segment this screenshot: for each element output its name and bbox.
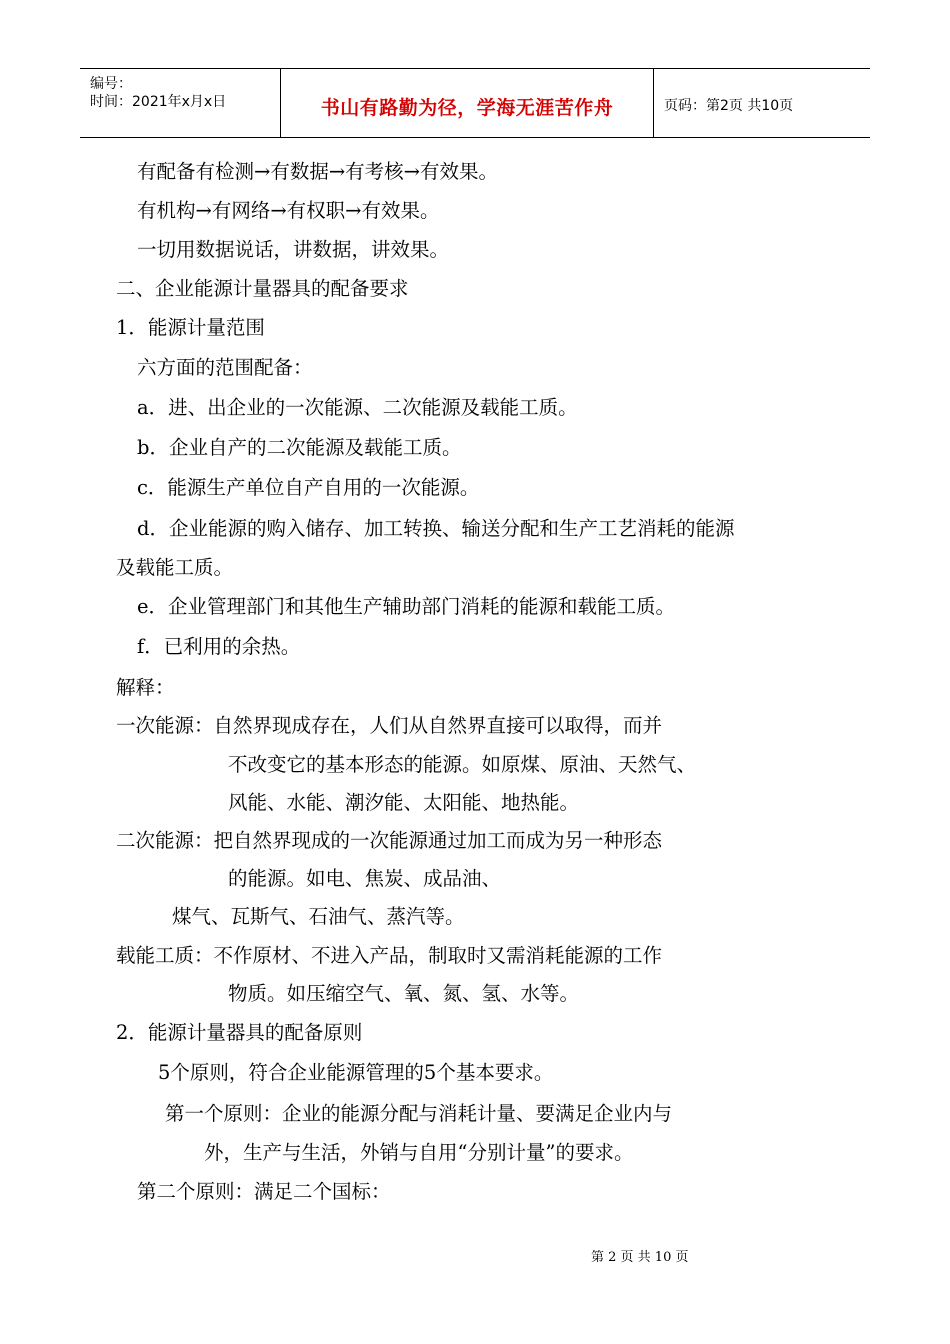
principle-line: 外，生产与生活，外销与自用“分别计量”的要求。 (204, 1141, 634, 1164)
subsection-heading: 1．能源计量范围 (116, 316, 265, 339)
definition-line: 煤气、瓦斯气、石油气、蒸汽等。 (172, 905, 465, 928)
list-item: e．企业管理部门和其他生产辅助部门消耗的能源和载能工质。 (137, 595, 676, 618)
list-item: d．企业能源的购入储存、加工转换、输送分配和生产工艺消耗的能源 (137, 517, 735, 540)
list-item: b．企业自产的二次能源及载能工质。 (137, 436, 462, 459)
header-motto: 书山有路勤为径，学海无涯苦作舟 (320, 97, 614, 119)
definition-line: 载能工质：不作原材、不进入产品，制取时又需消耗能源的工作 (116, 944, 663, 967)
document-header (80, 68, 870, 138)
definition-line: 的能源。如电、焦炭、成品油、 (228, 867, 502, 890)
definition-line: 风能、水能、潮汐能、太阳能、地热能。 (228, 791, 580, 814)
definition-line: 物质。如压缩空气、氧、氮、氢、水等。 (228, 982, 580, 1005)
definition-line: 二次能源：把自然界现成的一次能源通过加工而成为另一种形态 (116, 829, 663, 852)
section-heading: 二、企业能源计量器具的配备要求 (116, 277, 409, 300)
subsection-heading: 2．能源计量器具的配备原则 (116, 1021, 363, 1044)
body-line: 有机构→有网络→有权职→有效果。 (137, 199, 440, 222)
page-footer: 第 2 页 共 10 页 (591, 1250, 689, 1265)
principle-line: 第二个原则：满足二个国标： (137, 1180, 391, 1203)
date-label: 时间：2021年x月x日 (90, 94, 227, 110)
definition-line: 不改变它的基本形态的能源。如原煤、原油、天然气、 (228, 753, 697, 776)
body-line: 有配备有检测→有数据→有考核→有效果。 (137, 160, 499, 183)
header-right-cell (654, 69, 870, 137)
list-item-continuation: 及载能工质。 (116, 556, 234, 579)
definition-line: 一次能源：自然界现成存在，人们从自然界直接可以取得，而并 (116, 714, 663, 737)
principle-line: 第一个原则：企业的能源分配与消耗计量、要满足企业内与 (165, 1102, 673, 1125)
list-item: c．能源生产单位自产自用的一次能源。 (137, 476, 480, 499)
explanation-heading: 解释： (116, 676, 175, 699)
list-item: f．已利用的余热。 (137, 635, 301, 658)
body-line: 一切用数据说话，讲数据，讲效果。 (137, 238, 450, 261)
page-info: 页码：第2页 共10页 (664, 98, 794, 114)
header-left-cell (80, 69, 281, 137)
number-label: 编号： (90, 76, 132, 92)
header-middle-cell (281, 69, 654, 137)
body-line: 六方面的范围配备： (137, 356, 313, 379)
body-line: 5个原则，符合企业能源管理的5个基本要求。 (158, 1061, 554, 1084)
list-item: a．进、出企业的一次能源、二次能源及载能工质。 (137, 396, 578, 419)
